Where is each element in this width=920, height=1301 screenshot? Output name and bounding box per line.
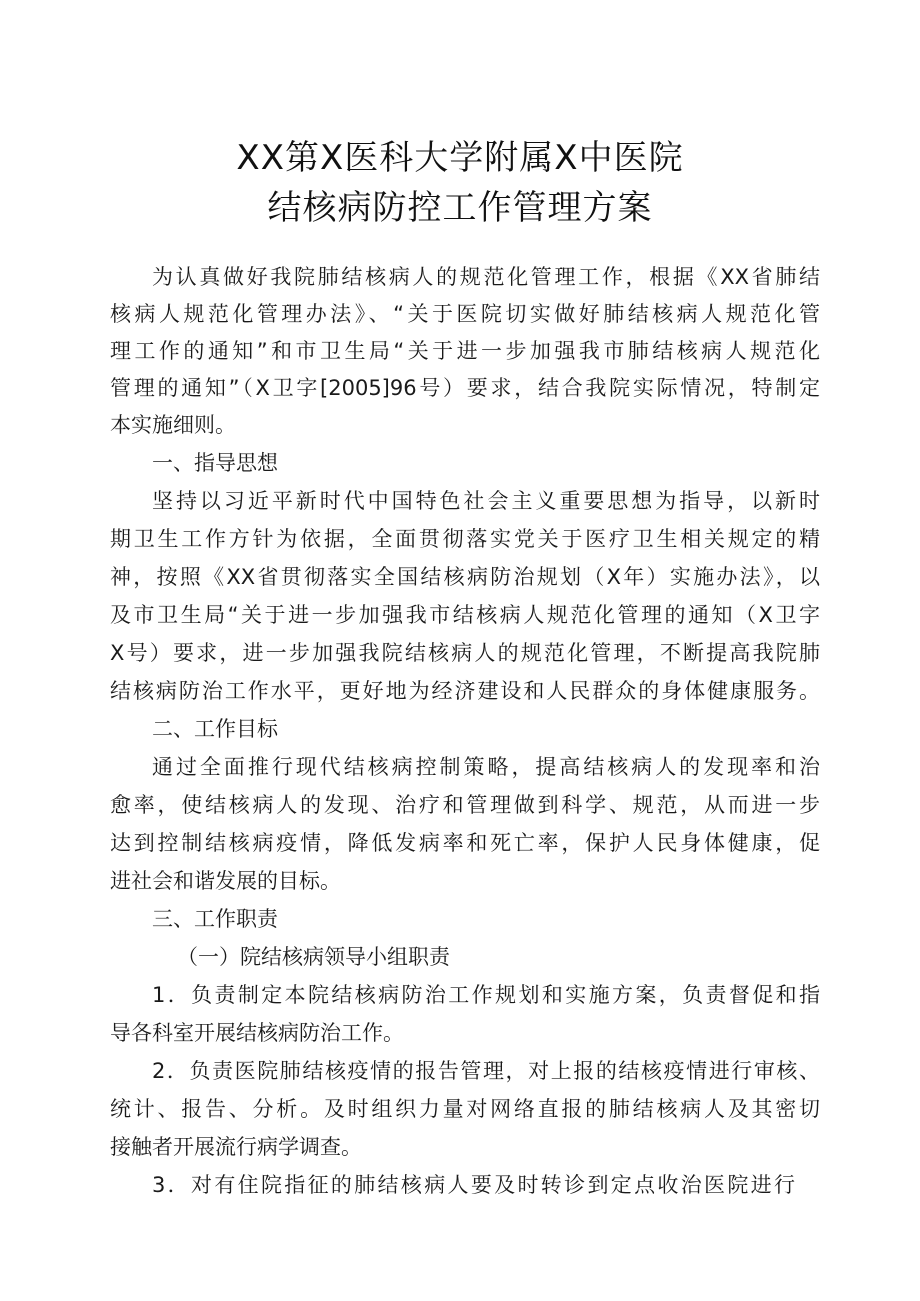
paragraph-line: 期卫生工作方针为依据，全面贯彻落实党关于医疗卫生相关规定的精: [110, 527, 820, 551]
paragraph-line: 2．负责医院肺结核疫情的报告管理，对上报的结核疫情进行审核、: [152, 1059, 820, 1083]
paragraph-line: 接触者开展流行病学调查。: [110, 1135, 362, 1159]
paragraph-line: 神，按照《XX省贯彻落实全国结核病防治规划（X年）实施办法》，以: [110, 565, 820, 589]
paragraph-line: 及市卫生局“关于进一步加强我市结核病人规范化管理的通知（X卫字: [110, 603, 820, 627]
paragraph-line: 管理的通知”（X卫字[2005]96号）要求，结合我院实际情况，特制定: [110, 376, 820, 400]
paragraph-line: 1．负责制定本院结核病防治工作规划和实施方案，负责督促和指: [152, 983, 820, 1007]
subsection-heading: （一）院结核病领导小组职责: [177, 945, 450, 969]
paragraph-line: X号）要求，进一步加强我院结核病人的规范化管理，不断提高我院肺: [110, 641, 820, 665]
paragraph-line: 本实施细则。: [110, 413, 236, 437]
section-heading: 一、指导思想: [152, 451, 278, 475]
paragraph-line: 结核病防治工作水平，更好地为经济建设和人民群众的身体健康服务。: [110, 679, 820, 703]
paragraph-line: 核病人规范化管理办法》、“关于医院切实做好肺结核病人规范化管: [110, 302, 820, 326]
document-title-line-1: XX第X医科大学附属X中医院: [236, 138, 684, 178]
paragraph-line: 导各科室开展结核病防治工作。: [110, 1021, 404, 1045]
paragraph-line: 坚持以习近平新时代中国特色社会主义重要思想为指导，以新时: [152, 489, 820, 513]
document-title-line-2: 结核病防控工作管理方案: [267, 188, 653, 228]
paragraph-line: 3．对有住院指征的肺结核病人要及时转诊到定点收治医院进行: [152, 1173, 795, 1197]
section-heading: 二、工作目标: [152, 717, 278, 741]
paragraph-line: 达到控制结核病疫情，降低发病率和死亡率，保护人民身体健康，促: [110, 831, 820, 855]
paragraph-line: 统计、报告、分析。及时组织力量对网络直报的肺结核病人及其密切: [110, 1097, 820, 1121]
paragraph-line: 为认真做好我院肺结核病人的规范化管理工作，根据《XX省肺结: [152, 265, 820, 289]
paragraph-line: 理工作的通知”和市卫生局“关于进一步加强我市肺结核病人规范化: [110, 339, 820, 363]
paragraph-line: 愈率，使结核病人的发现、治疗和管理做到科学、规范，从而进一步: [110, 793, 820, 817]
section-heading: 三、工作职责: [152, 907, 278, 931]
paragraph-line: 通过全面推行现代结核病控制策略，提高结核病人的发现率和治: [152, 755, 820, 779]
paragraph-line: 进社会和谐发展的目标。: [110, 869, 341, 893]
